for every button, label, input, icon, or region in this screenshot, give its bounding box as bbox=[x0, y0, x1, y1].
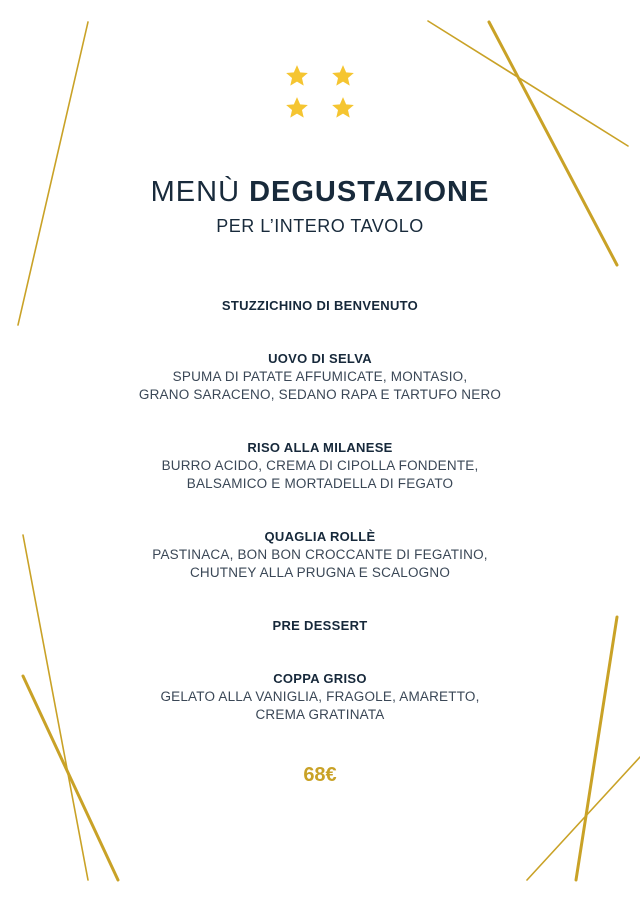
course-description-line: PASTINACA, BON BON CROCCANTE DI FEGATINO, bbox=[152, 547, 488, 562]
course-description-line: GRANO SARACENO, SEDANO RAPA E TARTUFO NERO bbox=[138, 387, 502, 402]
menu-title bbox=[0, 176, 640, 209]
star-icon bbox=[284, 63, 310, 89]
course-description-line: BURRO ACIDO, CREMA DI CIPOLLA FONDENTE, bbox=[161, 458, 479, 473]
course-name: COPPA GRISO bbox=[273, 671, 367, 686]
course-description-line: CHUTNEY ALLA PRUGNA E SCALOGNO bbox=[189, 565, 451, 580]
course-item bbox=[0, 297, 640, 315]
course-item bbox=[0, 439, 640, 493]
star-icon bbox=[284, 95, 310, 121]
course-name: QUAGLIA ROLLÈ bbox=[264, 529, 376, 544]
course-description-line: BALSAMICO E MORTADELLA DI FEGATO bbox=[186, 476, 454, 491]
course-description-line: CREMA GRATINATA bbox=[255, 707, 385, 722]
course-item bbox=[0, 670, 640, 724]
course-item bbox=[0, 617, 640, 635]
menu-subtitle: PER L’INTERO TAVOLO bbox=[216, 216, 424, 236]
course-item bbox=[0, 528, 640, 582]
menu-title-bold: DEGUSTAZIONE bbox=[249, 176, 490, 208]
course-name: STUZZICHINO DI BENVENUTO bbox=[221, 298, 419, 313]
star-icon bbox=[330, 63, 356, 89]
course-description-line: SPUMA DI PATATE AFFUMICATE, MONTASIO, bbox=[172, 369, 468, 384]
menu-title-light: MENÙ bbox=[150, 176, 241, 208]
course-item bbox=[0, 350, 640, 404]
menu-price: 68€ bbox=[303, 764, 337, 786]
course-name: PRE DESSERT bbox=[272, 618, 368, 633]
course-name: UOVO DI SELVA bbox=[268, 351, 372, 366]
star-icon bbox=[330, 95, 356, 121]
rating-stars bbox=[0, 60, 640, 124]
course-name: RISO ALLA MILANESE bbox=[247, 440, 393, 455]
gold-line bbox=[576, 617, 617, 880]
course-description-line: GELATO ALLA VANIGLIA, FRAGOLE, AMARETTO, bbox=[160, 689, 480, 704]
